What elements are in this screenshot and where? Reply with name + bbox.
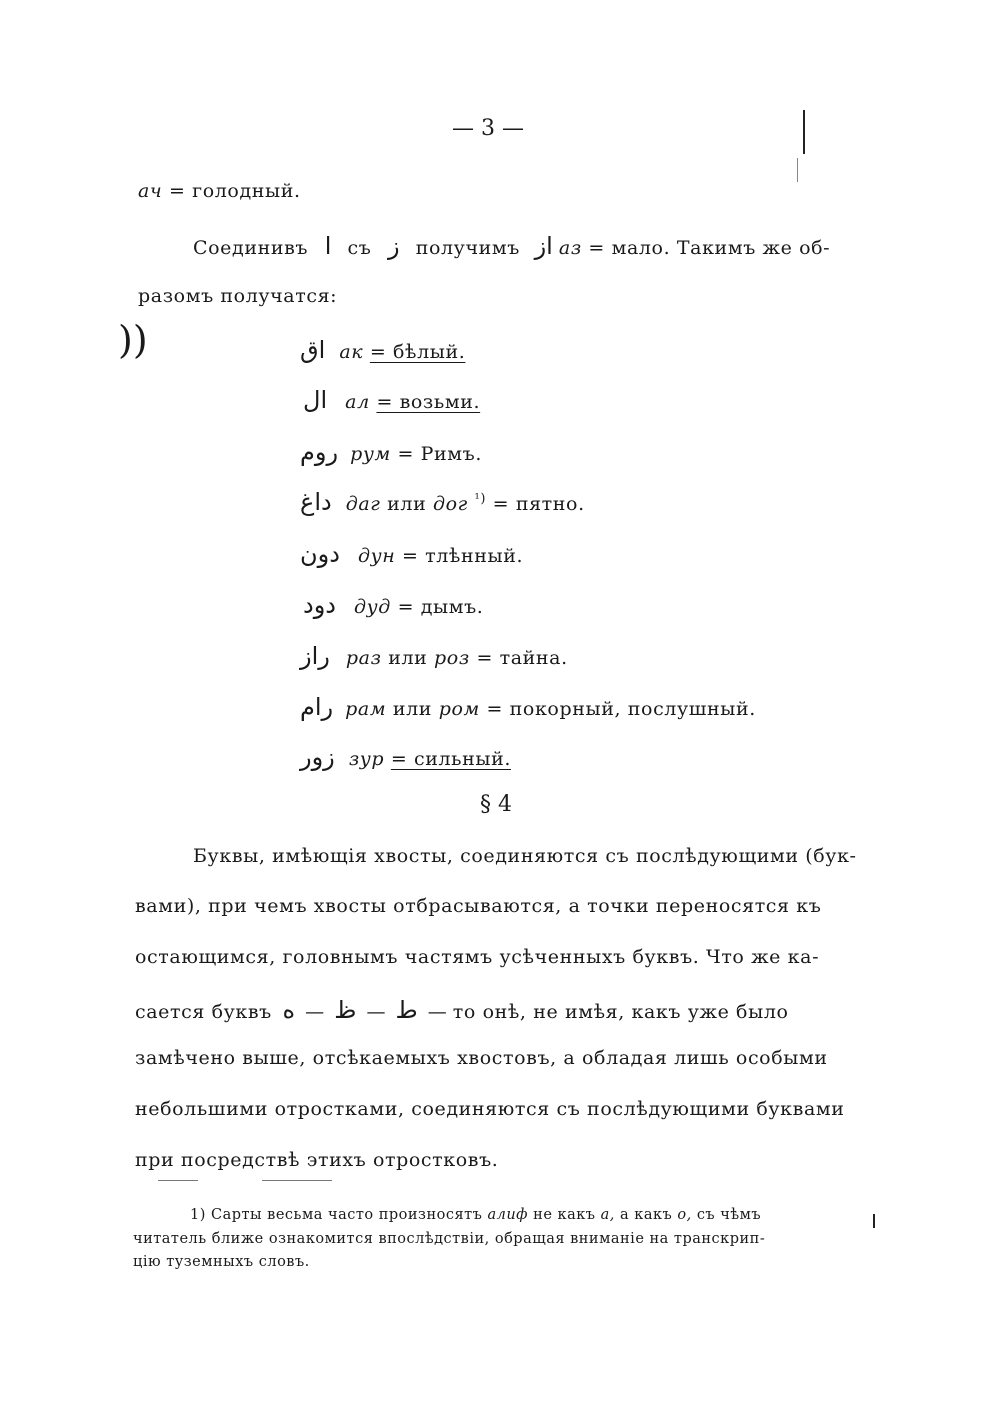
- alif-letter: ا: [324, 232, 332, 260]
- entry-translit: дуд: [354, 596, 391, 618]
- entry-row: [300, 540, 523, 568]
- entry-row: [300, 642, 568, 670]
- footnote-alif: алиф: [487, 1207, 529, 1223]
- para1-part4: = мало. Такимъ же об-: [588, 237, 831, 259]
- entry-row: [300, 693, 756, 721]
- footnote-separator: [158, 1180, 198, 1181]
- az-word: аз: [558, 237, 582, 259]
- entry-alt: роз: [434, 647, 470, 669]
- entry-row: [303, 591, 483, 619]
- para2-line: при посредствѣ этихъ отростковъ.: [135, 1149, 499, 1171]
- entry-definition: = пятно.: [492, 493, 585, 515]
- para1-part1: Соединивъ: [193, 237, 309, 259]
- entry-arabic: روم: [300, 438, 339, 466]
- entry-row: [300, 488, 585, 516]
- margin-vertical-mark: [803, 110, 805, 154]
- entry-row: [300, 438, 482, 466]
- margin-dash-mark: [797, 158, 798, 182]
- dash: —: [366, 1001, 386, 1023]
- entry-connector: или: [387, 493, 427, 515]
- footnote-o: о,: [677, 1207, 692, 1223]
- entry-translit: рум: [350, 443, 391, 465]
- para2-line: остающимся, головнымъ частямъ усѣченныхъ буквъ. Что же ка-: [135, 946, 820, 968]
- entry-arabic: اق: [300, 336, 326, 364]
- entry-arabic: دون: [300, 540, 340, 568]
- footnote-text: 1) Сарты весьма часто произносятъ: [190, 1207, 483, 1223]
- letter-ta: ط: [395, 996, 418, 1024]
- entry-translit: раз: [345, 647, 382, 669]
- footnote-line: цію туземныхъ словъ.: [133, 1254, 310, 1270]
- footnote-text: не какъ: [533, 1207, 596, 1223]
- entry-connector: или: [388, 647, 428, 669]
- opening-word: ач: [138, 180, 163, 202]
- entry-definition: = сильный.: [390, 748, 511, 770]
- para2-line: небольшими отростками, соединяются съ послѣдующими буквами: [135, 1098, 845, 1120]
- az-arabic: از: [534, 232, 553, 260]
- para1-part2: съ: [347, 237, 372, 259]
- entry-alt: дог: [433, 493, 468, 515]
- para2-line: замѣчено выше, отсѣкаемыхъ хвостовъ, а обладая лишь особыми: [135, 1047, 828, 1069]
- entry-definition: = Римъ.: [397, 443, 482, 465]
- footnote-text: съ чѣмъ: [696, 1207, 762, 1223]
- margin-bracket-mark: )): [118, 318, 148, 362]
- footnote-a: а,: [600, 1207, 615, 1223]
- entry-row: [300, 336, 465, 364]
- entry-definition: = бѣлый.: [369, 341, 466, 363]
- para1-line2: разомъ получатся:: [138, 285, 338, 307]
- entry-translit: дун: [357, 545, 396, 567]
- opening-definition: = голодный.: [169, 180, 301, 202]
- para2-line: Буквы, имѣющія хвосты, соединяются съ послѣдующими (бук-: [193, 845, 857, 867]
- letter-ha: ه: [282, 996, 296, 1024]
- entry-arabic: داغ: [300, 488, 332, 516]
- entry-arabic: راز: [300, 642, 330, 670]
- para2-line: вами), при чемъ хвосты отбрасываются, а точки переносятся къ: [135, 895, 822, 917]
- entry-arabic: ال: [303, 386, 328, 414]
- footnote-text: а какъ: [620, 1207, 673, 1223]
- letter-za: ظ: [334, 996, 357, 1024]
- entry-definition: = покорный, послушный.: [486, 698, 756, 720]
- entry-definition: = дымъ.: [397, 596, 484, 618]
- entry-translit: зур: [348, 748, 385, 770]
- entry-arabic: دود: [303, 591, 336, 619]
- zai-letter: ز: [388, 232, 400, 260]
- dash: —: [305, 1001, 325, 1023]
- entry-translit: ак: [339, 341, 364, 363]
- opening-line: [138, 180, 301, 202]
- entry-definition: = тлѣнный.: [401, 545, 524, 567]
- para2-line4-start: сается буквъ: [135, 1001, 272, 1023]
- entry-translit: ал: [345, 391, 370, 413]
- section-heading: § 4: [480, 792, 512, 817]
- entry-connector: или: [392, 698, 433, 720]
- footnote-line: [190, 1207, 761, 1223]
- entry-translit: рам: [345, 698, 387, 720]
- page-number: — 3 —: [452, 116, 524, 141]
- entry-arabic: زور: [300, 743, 335, 771]
- entry-row: [303, 386, 480, 414]
- footnote-ref: ¹): [474, 491, 487, 507]
- para2-line4-end: — то онѣ, не имѣя, какъ уже было: [427, 1001, 789, 1023]
- footnote-line: читатель ближе ознакомится впослѣдствіи, обращая вниманіе на транскрип-: [133, 1231, 766, 1247]
- entry-definition: = возьми.: [376, 391, 481, 413]
- para1-line1: [193, 232, 830, 260]
- para2-line-letters: [135, 996, 789, 1024]
- entry-alt: ром: [438, 698, 480, 720]
- entry-row: [300, 743, 511, 771]
- margin-small-mark: [873, 1214, 875, 1228]
- para1-part3: получимъ: [415, 237, 520, 259]
- entry-arabic: رام: [300, 693, 334, 721]
- footnote-separator: [262, 1180, 332, 1181]
- entry-translit: даг: [345, 493, 381, 515]
- entry-definition: = тайна.: [476, 647, 568, 669]
